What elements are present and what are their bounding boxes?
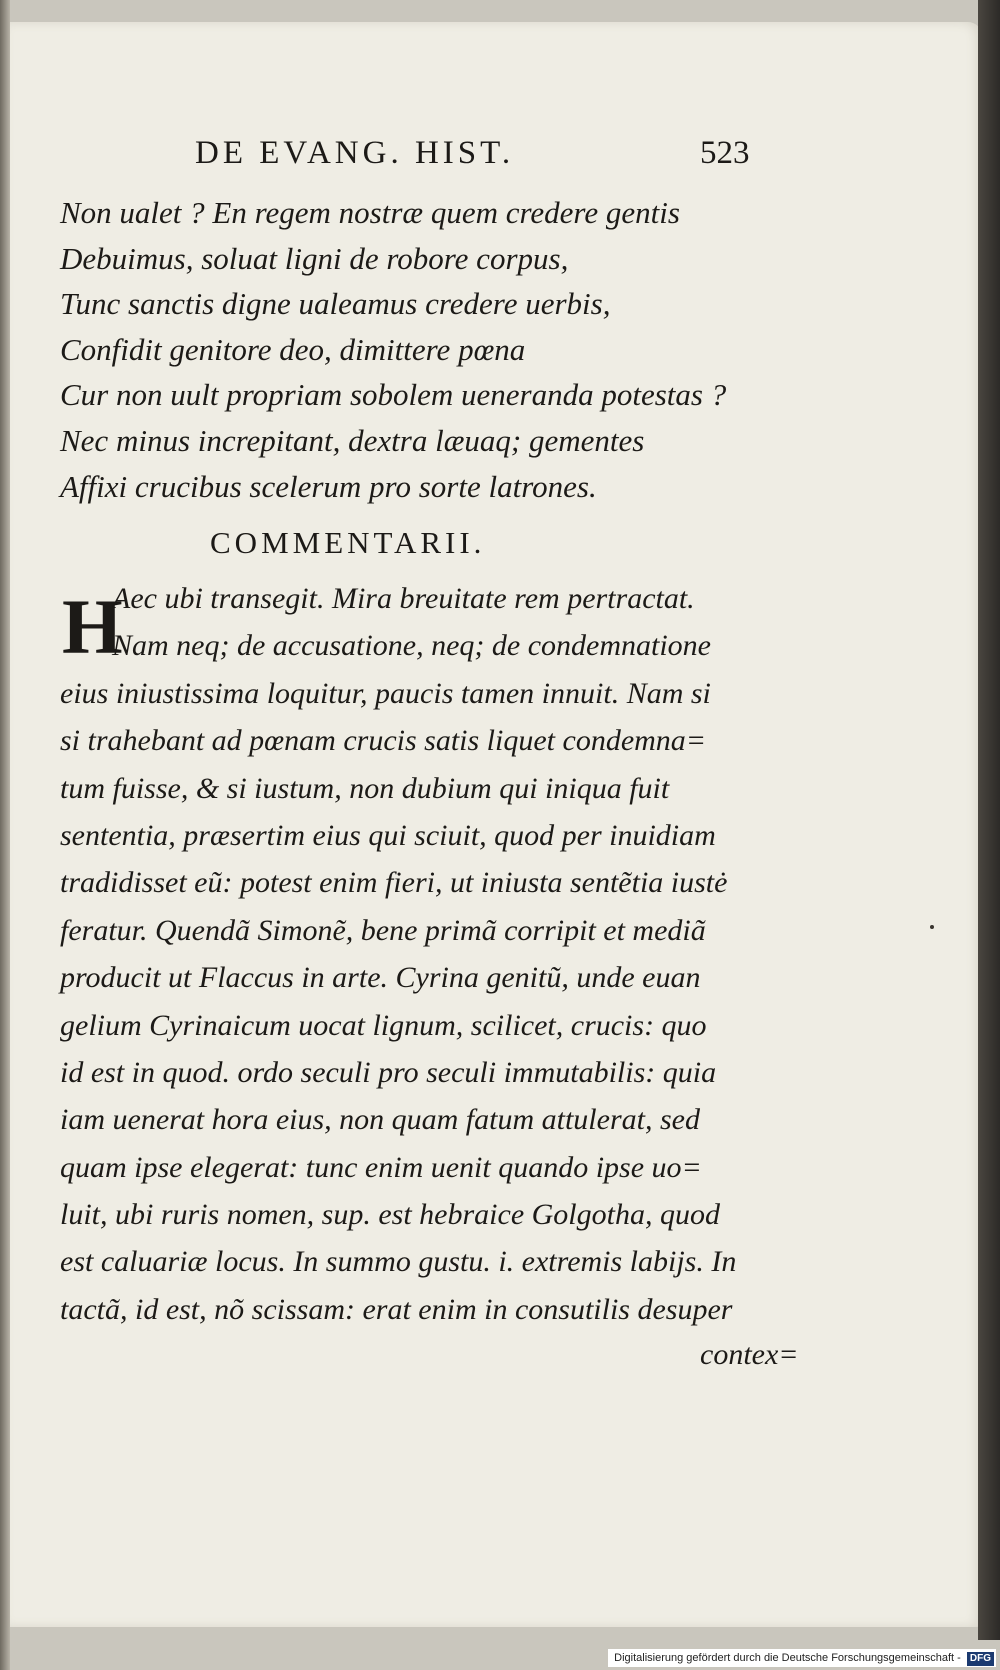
credit-text: Digitalisierung gefördert durch die Deutsche Forschungsgemeinschaft - [614,1652,961,1664]
page-header [195,135,775,175]
commentary-line: luit, ubi ruris nomen, sup. est hebraice Golgotha, quod [60,1198,720,1232]
running-title: DE EVANG. HIST. [195,135,515,171]
commentary-line: id est in quod. ordo seculi pro seculi immutabilis: quia [60,1055,717,1089]
commentary-line: Aec ubi transegit. Mira breuitate rem pertractat. [112,582,695,615]
verse-line: Cur non uult propriam sobolem ueneranda potestas ? [60,377,727,413]
commentary-line: iam uenerat hora eius, non quam fatum attulerat, sed [60,1103,700,1137]
page-number: 523 [700,135,750,171]
drop-capital: H [62,583,123,670]
verse-line: Affixi crucibus scelerum pro sorte latrones. [60,468,597,504]
commentary-line: eius iniustissima loquitur, paucis tamen innuit. Nam si [60,676,711,710]
commentary-line: Nam neq; de accusatione, neq; de condemnatione [112,629,711,663]
verse-line: Nec minus increpitant, dextra læuaq; gementes [60,422,645,458]
commentary-line: gelium Cyrinaicum uocat lignum, scilicet, crucis: quo [60,1008,707,1042]
commentary-line: si trahebant ad pœnam crucis satis liquet condemna= [60,724,707,758]
commentary-line: producit ut Flaccus in arte. Cyrina genitũ, unde euan [60,961,701,995]
commentary-line: feratur. Quendã Simonẽ, bene primã corripit et mediã [60,913,706,947]
section-heading: COMMENTARII. [210,525,486,560]
catchword: contex= [700,1338,799,1371]
commentary-line: quam ipse elegerat: tunc enim uenit quando ipse uo= [60,1150,702,1184]
commentary-line: tradidisset eũ: potest enim fieri, ut iniusta sentẽtia iustė [60,866,728,900]
verse-line: Confidit genitore deo, dimittere pœna [60,331,526,367]
verse-line: Non ualet ? En regem nostræ quem credere gentis [60,195,680,230]
digitization-credit [608,1649,996,1667]
verse-block [60,190,820,509]
commentary-line: tactã, id est, nõ scissam: erat enim in consutilis desuper [60,1292,733,1326]
dfg-logo-icon: DFG [967,1652,994,1666]
book-edge-shadow [978,0,1000,1640]
paper-speck [930,925,934,929]
commentary-block [60,575,800,1333]
commentary-line: tum fuisse, & si iustum, non dubium qui iniqua fuit [60,771,670,805]
verse-line: Debuimus, soluat ligni de robore corpus, [60,240,569,276]
commentary-line: est caluariæ locus. In summo gustu. i. extremis labijs. In [60,1245,737,1279]
verse-line: Tunc sanctis digne ualeamus credere uerbis, [60,286,611,322]
commentary-line: sententia, præsertim eius qui sciuit, quod per inuidiam [60,818,716,852]
book-gutter [0,0,10,1670]
